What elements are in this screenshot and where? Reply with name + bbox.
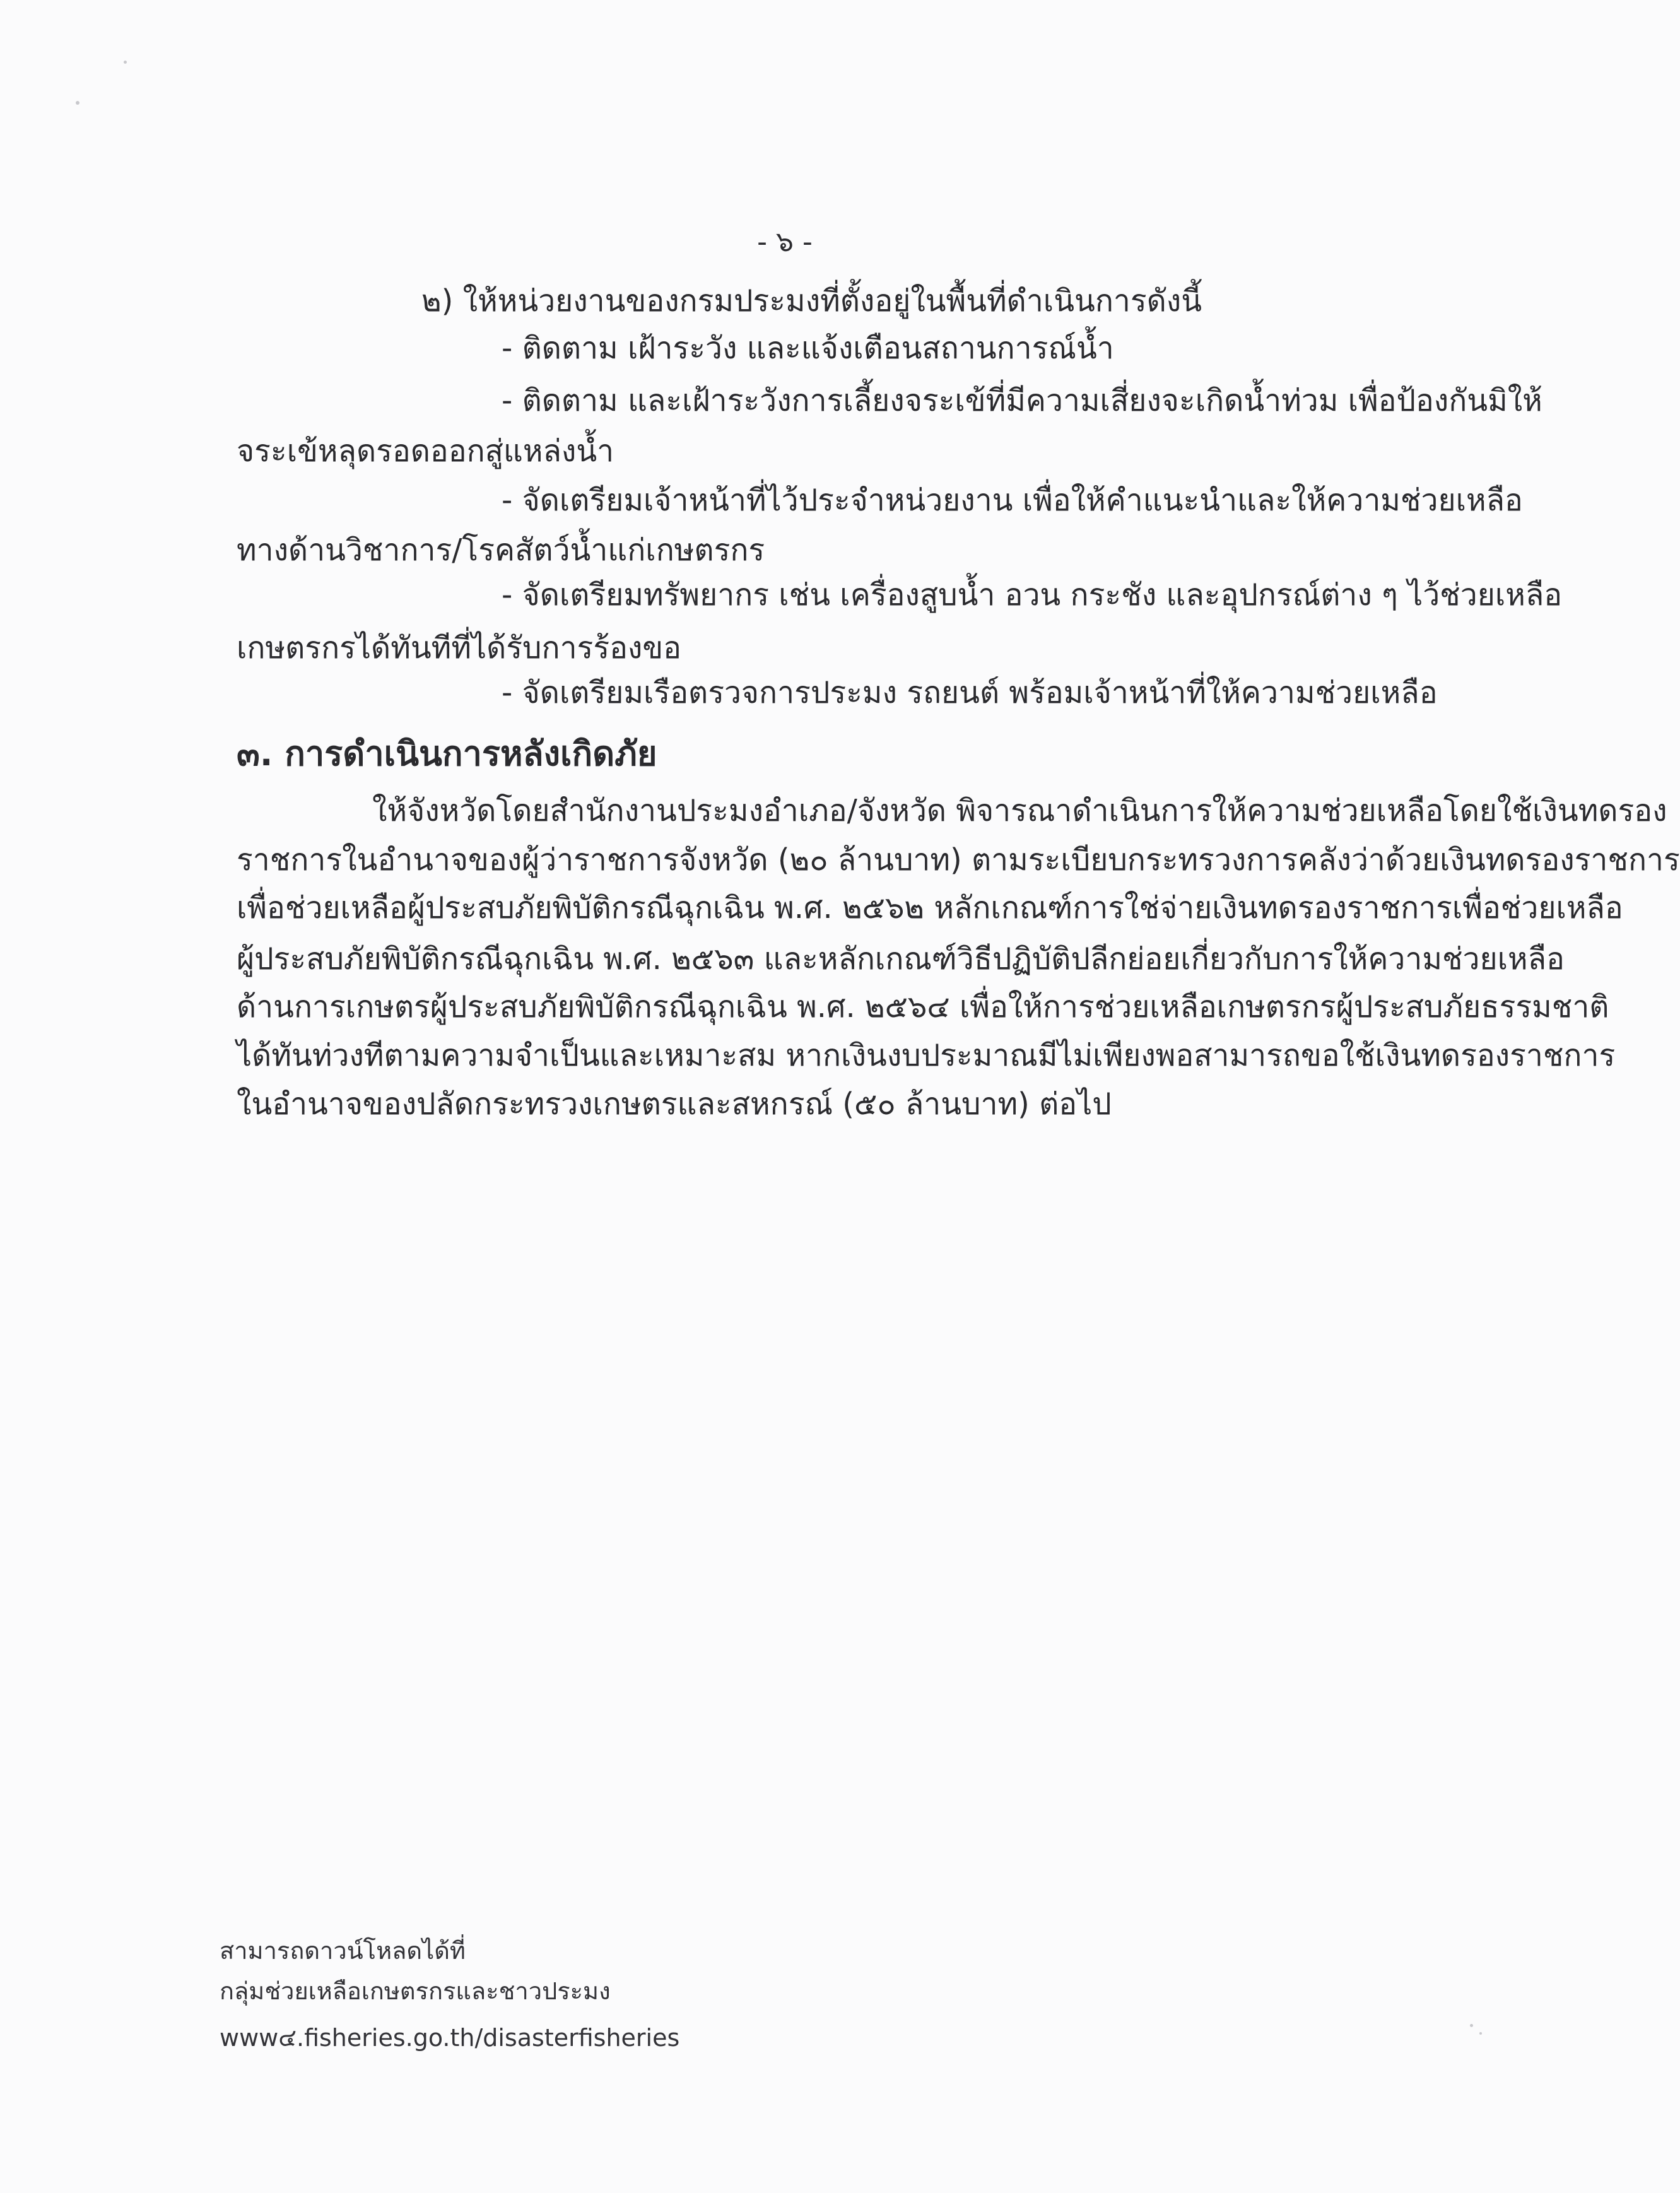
section-3-line-4: ผู้ประสบภัยพิบัติกรณีฉุกเฉิน พ.ศ. ๒๕๖๓ และหลักเกณฑ์วิธีปฏิบัติปลีกย่อยเกี่ยวกับการให้ความช่วยเหลือ (237, 941, 1565, 977)
section-2-item-1: - ติดตาม เฝ้าระวัง และแจ้งเตือนสถานการณ์น้ำ (502, 331, 1114, 366)
scan-speck (124, 61, 127, 64)
section-2-item-2-line-2: จระเข้หลุดรอดออกสู่แหล่งน้ำ (237, 433, 614, 469)
section-3-line-5: ด้านการเกษตรผู้ประสบภัยพิบัติกรณีฉุกเฉิน พ.ศ. ๒๕๖๔ เพื่อให้การช่วยเหลือเกษตรกรผู้ประสบภัยธรรมชาติ (237, 989, 1609, 1025)
scan-speck (76, 101, 79, 105)
page-number: - ๖ - (757, 226, 813, 258)
section-2-item-2-line-1: - ติดตาม และเฝ้าระวังการเลี้ยงจระเข้ที่มีความเสี่ยงจะเกิดน้ำท่วม เพื่อป้องกันมิให้ (502, 383, 1542, 418)
section-3-line-2: ราชการในอำนาจของผู้ว่าราชการจังหวัด (๒๐ ล้านบาท) ตามระเบียบกระทรวงการคลังว่าด้วยเงินทดรองราชการ (237, 842, 1680, 878)
scan-speck (1470, 2024, 1473, 2027)
section-3-line-7: ในอำนาจของปลัดกระทรวงเกษตรและสหกรณ์ (๕๐ ล้านบาท) ต่อไป (237, 1086, 1112, 1122)
section-2-item-5: - จัดเตรียมเรือตรวจการประมง รถยนต์ พร้อมเจ้าหน้าที่ให้ความช่วยเหลือ (502, 675, 1438, 710)
section-2-item-3-line-1: - จัดเตรียมเจ้าหน้าที่ไว้ประจำหน่วยงาน เพื่อให้คำแนะนำและให้ความช่วยเหลือ (502, 483, 1523, 518)
section-2-item-4-line-1: - จัดเตรียมทรัพยากร เช่น เครื่องสูบน้ำ อวน กระชัง และอุปกรณ์ต่าง ๆ ไว้ช่วยเหลือ (502, 577, 1563, 613)
section-3-line-1: ให้จังหวัดโดยสำนักงานประมงอำเภอ/จังหวัด พิจารณาดำเนินการให้ความช่วยเหลือโดยใช้เงินทดรอง (372, 793, 1667, 828)
section-3-heading: ๓. การดำเนินการหลังเกิดภัย (237, 734, 657, 773)
section-2-item-4-line-2: เกษตรกรได้ทันทีที่ได้รับการร้องขอ (237, 630, 681, 666)
footer-download-label: สามารถดาวน์โหลดได้ที่ (220, 1937, 466, 1965)
section-2-intro: ๒) ให้หน่วยงานของกรมประมงที่ตั้งอยู่ในพื้นที่ดำเนินการดังนี้ (421, 283, 1202, 319)
section-3-line-6: ได้ทันท่วงทีตามความจำเป็นและเหมาะสม หากเงินงบประมาณมีไม่เพียงพอสามารถขอใช้เงินทดรองราชการ (237, 1038, 1616, 1073)
section-3-line-3: เพื่อช่วยเหลือผู้ประสบภัยพิบัติกรณีฉุกเฉิน พ.ศ. ๒๕๖๒ หลักเกณฑ์การใช่จ่ายเงินทดรองราชการเพื่อช่วยเหลือ (237, 890, 1623, 926)
section-2-item-3-line-2: ทางด้านวิชาการ/โรคสัตว์น้ำแก่เกษตรกร (237, 532, 765, 568)
scan-speck (1479, 2032, 1482, 2035)
footer-url[interactable]: www๔.fisheries.go.th/disasterfisheries (220, 2024, 680, 2052)
footer-group-name: กลุ่มช่วยเหลือเกษตรกรและชาวประมง (220, 1977, 611, 2005)
